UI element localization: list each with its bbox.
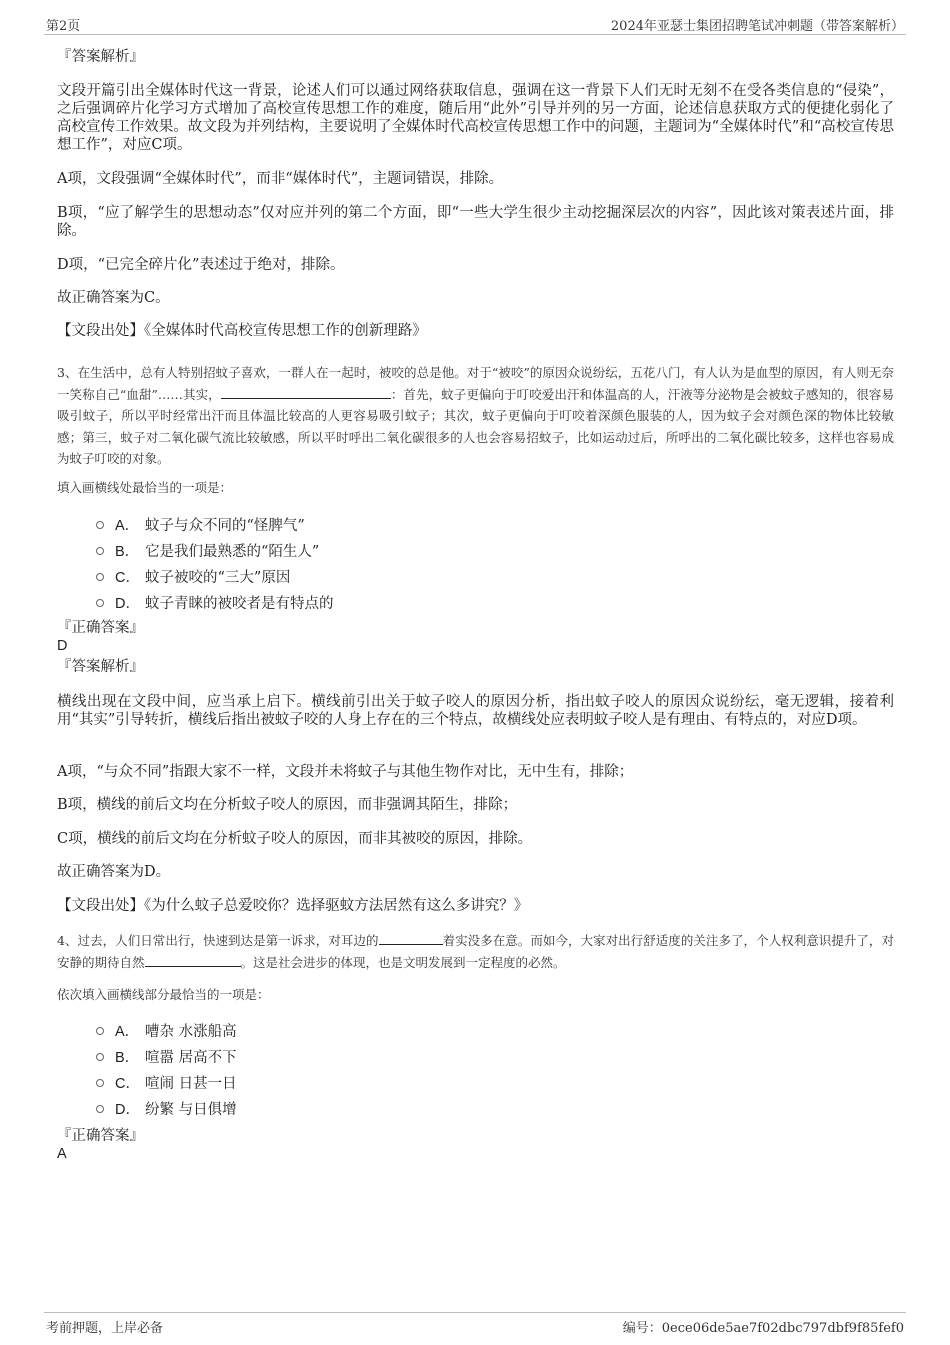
analysis-paragraph: 横线出现在文段中间，应当承上启下。横线前引出关于蚊子咬人的原因分析，指出蚊子咬人的原因众说纷纭，毫无逻辑，接着利用“其实”引导转折，横线后指出被蚊子咬的人身上存在的三个特点，故横线处应表明蚊子咬人是有理由、有特点的，对应D项。 bbox=[57, 694, 894, 728]
analysis-option-b: B项，“应了解学生的思想动态”仅对应并列的第二个方面，即“一些大学生很少主动挖掘深层次的内容”，因此该对策表述片面，排除。 bbox=[57, 205, 894, 239]
analysis-paragraph: 文段开篇引出全媒体时代这一背景，论述人们可以通过网络获取信息，强调在这一背景下人们无时无刻不在受各类信息的“侵染”，之后强调碎片化学习方式增加了高校宣传思想工作的难度，随后用“此外”引导并列的另一方面，论述信息获取方式的便捷化弱化了高校宣传工作效果。故文段为并列结构，主要说明了全媒体时代高校宣传思想工作中的问题，主题词为“全媒体时代”和“高校宣传思想工作”，对应C项。 bbox=[57, 83, 894, 153]
page-footer bbox=[44, 1312, 906, 1337]
page-number: 第2页 bbox=[46, 19, 81, 34]
analysis-option-c: C项，横线的前后文均在分析蚊子咬人的原因，而非其被咬的原因，排除。 bbox=[57, 831, 533, 847]
document-title: 2024年亚瑟士集团招聘笔试冲刺题（带答案解析） bbox=[610, 19, 904, 34]
radio-icon[interactable] bbox=[96, 599, 104, 607]
answer-blank bbox=[145, 953, 241, 967]
question-3-prompt: 填入画横线处最恰当的一项是： bbox=[57, 480, 233, 495]
radio-icon[interactable] bbox=[96, 1079, 104, 1087]
radio-icon[interactable] bbox=[96, 547, 104, 555]
answer-blank bbox=[221, 385, 391, 399]
analysis-conclusion: 故正确答案为C。 bbox=[57, 290, 170, 306]
question-4-prompt: 依次填入画横线部分最恰当的一项是： bbox=[57, 987, 270, 1002]
correct-answer: A bbox=[57, 1146, 67, 1162]
correct-answer: D bbox=[57, 638, 68, 654]
analysis-option-d: D项，“已完全碎片化”表述过于绝对，排除。 bbox=[57, 257, 345, 273]
footer-slogan: 考前押题，上岸必备 bbox=[46, 1321, 164, 1336]
analysis-option-a: A项，文段强调“全媒体时代”，而非“媒体时代”，主题词错误，排除。 bbox=[57, 171, 504, 187]
radio-icon[interactable] bbox=[96, 1105, 104, 1113]
radio-icon[interactable] bbox=[96, 521, 104, 529]
analysis-option-b: B项，横线的前后文均在分析蚊子咬人的原因，而非强调其陌生，排除； bbox=[57, 797, 518, 813]
radio-icon[interactable] bbox=[96, 1053, 104, 1061]
question-3-text: 3、在生活中，总有人特别招蚊子喜欢，一群人在一起时，被咬的总是他。对于“被咬”的原因众说纷纭，五花八门，有人认为是血型的原因，有人则无奈一笑称自己“血甜”……其实， ：首先，蚊子更偏向于叮咬爱出汗和体温高的人，汗液等分泌物是会被蚊子感知的，很容易吸引蚊子，所以平时经常出汗而且体温比较高的人更容易吸引蚊子；其次，蚊子更偏向于叮咬着深颜色服装的人，因为蚊子会对颜色深的物体比较敏感；第三，蚊子对二氧化碳气流比较敏感，所以平时呼出二氧化碳很多的人也会容易招蚊子，比如运动过后，所呼出的二氧化碳比较多，这样也容易成为蚊子叮咬的对象。 bbox=[57, 365, 895, 466]
correct-answer-label: 『正确答案』 bbox=[57, 620, 144, 636]
radio-icon[interactable] bbox=[96, 1027, 104, 1035]
radio-icon[interactable] bbox=[96, 573, 104, 581]
source-citation: 【文段出处】《为什么蚊子总爱咬你？选择驱蚊方法居然有这么多讲究？》 bbox=[57, 898, 529, 914]
answer-blank bbox=[379, 931, 443, 945]
question-4-text: 4、过去，人们日常出行，快速到达是第一诉求，对耳边的 着实没多在意。而如今，大家对出行舒适度的关注多了，个人权利意识提升了，对安静的期待自然 。这是社会进步的体现，也是文明发展到一定程度的必然。 bbox=[57, 933, 894, 970]
correct-answer-label: 『正确答案』 bbox=[57, 1128, 144, 1144]
analysis-conclusion: 故正确答案为D。 bbox=[57, 864, 171, 880]
analysis-label: 『答案解析』 bbox=[57, 49, 144, 65]
source-citation: 【文段出处】《全媒体时代高校宣传思想工作的创新理路》 bbox=[57, 323, 427, 339]
document-id: 编号：0ece06de5ae7f02dbc797dbf9f85fef0 bbox=[622, 1321, 904, 1336]
page-header bbox=[44, 14, 906, 35]
analysis-label: 『答案解析』 bbox=[57, 659, 144, 675]
analysis-option-a: A项，“与众不同”指跟大家不一样，文段并未将蚊子与其他生物作对比，无中生有，排除； bbox=[57, 764, 634, 780]
